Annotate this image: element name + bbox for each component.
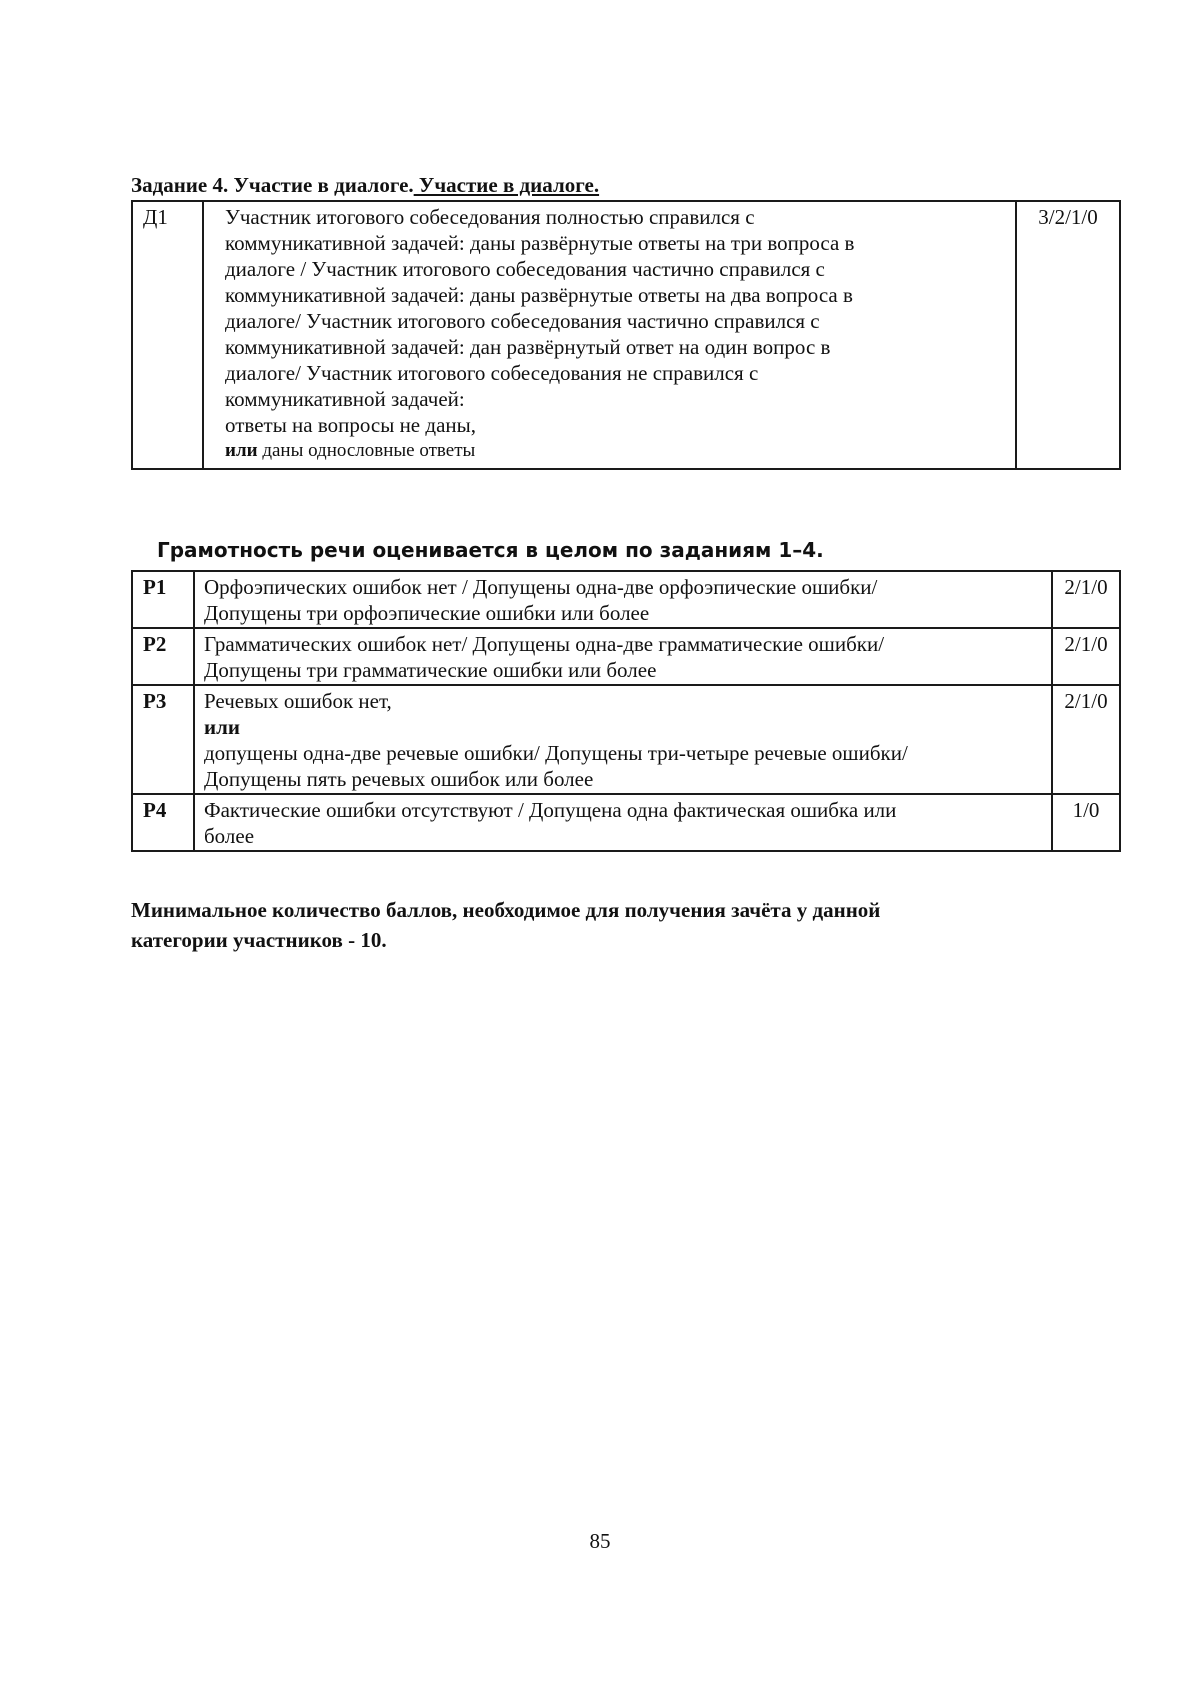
- description-line: Допущены три грамматические ошибки или более: [204, 658, 657, 682]
- criterion-code: Р4: [132, 794, 194, 851]
- table-row: [132, 628, 1120, 685]
- description-line: коммуникативной задачей:: [225, 387, 465, 411]
- criterion-code: Р3: [132, 685, 194, 794]
- description-line: коммуникативной задачей: дан развёрнутый ответ на один вопрос в: [225, 335, 831, 359]
- task4-heading: [131, 172, 599, 198]
- description-line: коммуникативной задачей: даны развёрнутые ответы на три вопроса в: [225, 231, 855, 255]
- or-keyword: или: [225, 440, 258, 461]
- criterion-code: Р2: [132, 628, 194, 685]
- criterion-description: [203, 201, 1016, 469]
- description-line: более: [204, 824, 255, 848]
- criterion-score: 2/1/0: [1052, 571, 1120, 628]
- description-line: Фактические ошибки отсутствуют / Допущена одна фактическая ошибка или: [204, 798, 897, 822]
- description-line: диалоге/ Участник итогового собеседования не справился с: [225, 361, 759, 385]
- or-keyword: или: [204, 715, 240, 739]
- task4-heading-underlined: Участие в диалоге.: [413, 173, 600, 197]
- description-line: Грамматических ошибок нет/ Допущены одна-две грамматические ошибки/: [204, 632, 885, 656]
- note-line: Минимальное количество баллов, необходимое для получения зачёта у данной: [131, 898, 881, 922]
- criterion-score: 3/2/1/0: [1016, 201, 1120, 469]
- criterion-description: [194, 571, 1052, 628]
- table-row: [132, 571, 1120, 628]
- task4-heading-bold: Задание 4. Участие в диалоге.: [131, 173, 414, 197]
- criterion-score: 2/1/0: [1052, 628, 1120, 685]
- description-line: допущены одна-две речевые ошибки/ Допущены три-четыре речевые ошибки/: [204, 741, 908, 765]
- description-line: Участник итогового собеседования полностью справился с: [225, 205, 755, 229]
- note-line: категории участников - 10.: [131, 928, 387, 952]
- description-line: диалоге / Участник итогового собеседования частично справился с: [225, 257, 825, 281]
- literacy-heading: Грамотность речи оценивается в целом по заданиям 1–4.: [157, 538, 824, 562]
- minimum-score-note: [131, 895, 1081, 955]
- criterion-description: [194, 685, 1052, 794]
- description-line: Допущены пять речевых ошибок или более: [204, 767, 594, 791]
- table-row: [132, 794, 1120, 851]
- description-line: Орфоэпических ошибок нет / Допущены одна-две орфоэпические ошибки/: [204, 575, 878, 599]
- table-row: [132, 685, 1120, 794]
- criterion-score: 1/0: [1052, 794, 1120, 851]
- description-line: коммуникативной задачей: даны развёрнутые ответы на два вопроса в: [225, 283, 853, 307]
- description-line: диалоге/ Участник итогового собеседования частично справился с: [225, 309, 820, 333]
- description-line: Допущены три орфоэпические ошибки или более: [204, 601, 650, 625]
- table-row: [132, 201, 1120, 469]
- literacy-criteria-table: [131, 570, 1121, 852]
- criterion-code: Д1: [132, 201, 203, 469]
- description-line: Речевых ошибок нет,: [204, 689, 392, 713]
- criterion-score: 2/1/0: [1052, 685, 1120, 794]
- page-number: 85: [589, 1529, 611, 1553]
- criterion-description: [194, 628, 1052, 685]
- description-line: ответы на вопросы не даны,: [225, 413, 476, 437]
- dialogue-criteria-table: [131, 200, 1121, 470]
- description-line: [225, 438, 1007, 464]
- criterion-description: [194, 794, 1052, 851]
- criterion-code: Р1: [132, 571, 194, 628]
- description-line-rest: даны однословные ответы: [257, 440, 476, 461]
